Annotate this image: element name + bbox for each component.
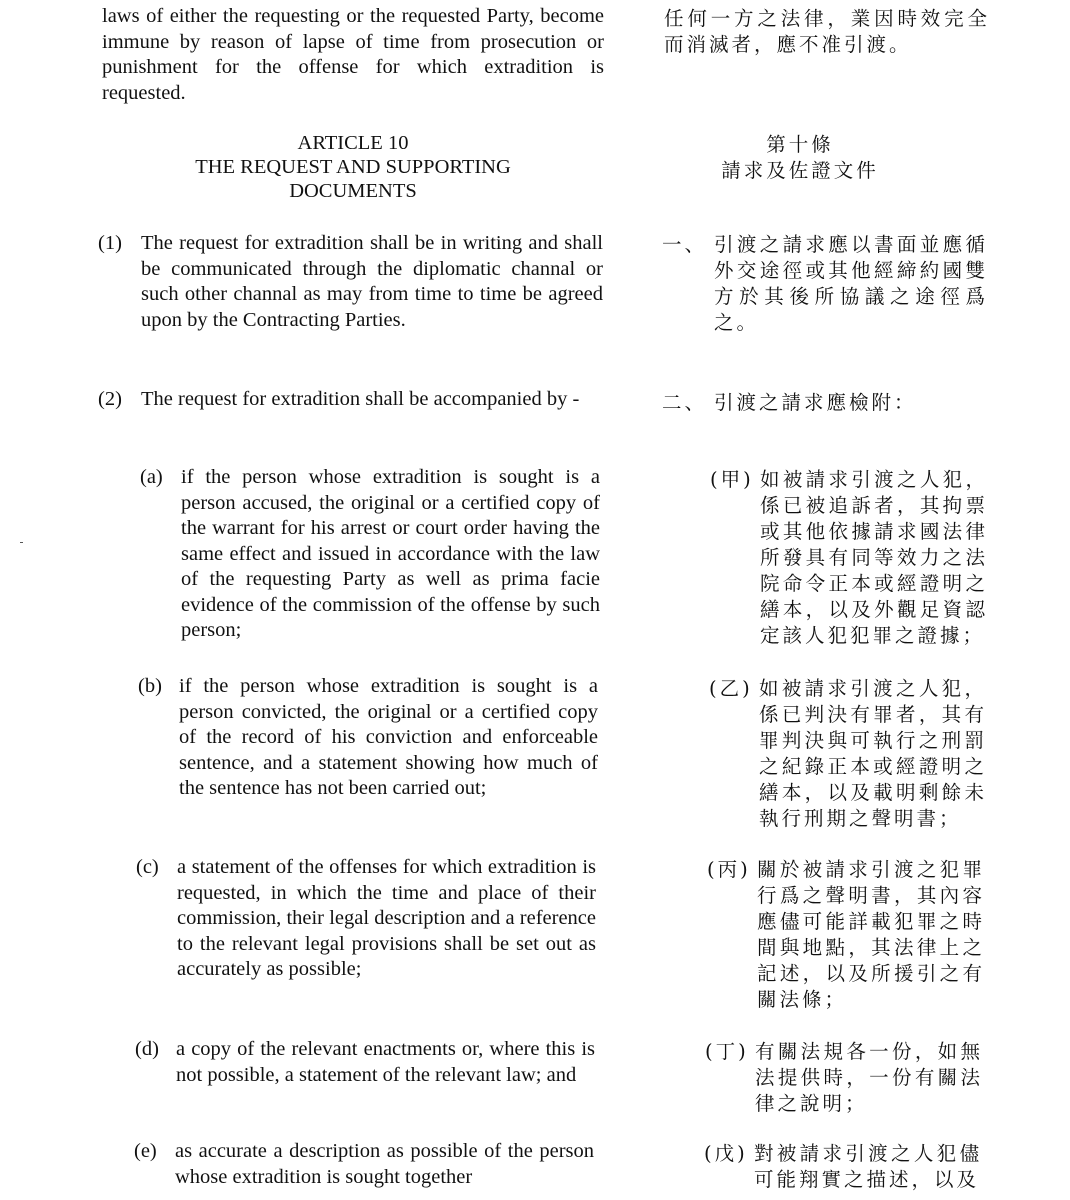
paragraph-number: 二、 bbox=[662, 391, 708, 414]
item-label: (甲) bbox=[710, 468, 754, 491]
paragraph-text: 引渡之請求應檢附： bbox=[714, 391, 917, 414]
item-text: 如被請求引渡之人犯，係已判決有罪者，其有罪判決與可執行之刑罰之紀錄正本或經證明之繕本，以及載明剩餘未執行刑期之聲明書； bbox=[759, 677, 987, 830]
item-label: (a) bbox=[140, 466, 163, 488]
paragraph-number: 一、 bbox=[662, 233, 708, 256]
item-text: a statement of the offenses for which extradition is requested, in which the time and place of their commission, their legal description and a reference to the relevant legal provisions shall be set out as accurately as possible; bbox=[177, 856, 596, 980]
item-label: (乙) bbox=[709, 677, 753, 700]
item-text: 如被請求引渡之人犯，係已被追訴者，其拘票或其他依據請求國法律所發具有同等效力之法院命令正本或經證明之繕本，以及外觀足資認定該人犯犯罪之證據； bbox=[760, 468, 988, 647]
chinese-article-heading bbox=[694, 132, 906, 184]
scan-speck bbox=[20, 542, 23, 543]
item-text: if the person whose extradition is sought is a person accused, the original or a certified copy of the warrant for his arrest or court order having the same effect and issued in accordance with the law of the requesting Party as well as prima facie evidence of the commission of the offense by such person; bbox=[181, 466, 600, 641]
paragraph-text: The request for extradition shall be accompanied by - bbox=[141, 388, 580, 410]
item-text: as accurate a description as possible of the person whose extradition is sought together bbox=[175, 1140, 594, 1188]
item-label: (戊) bbox=[704, 1142, 748, 1165]
english-intro-paragraph: laws of either the requesting or the requested Party, become immune by reason of lapse of time from prosecution or punishment for the offense for which extradition is requested. bbox=[102, 5, 604, 104]
item-label: (丙) bbox=[707, 858, 751, 881]
english-article-title-line2: DOCUMENTS bbox=[289, 180, 417, 202]
item-label: (b) bbox=[138, 675, 162, 697]
english-article-title-line1: THE REQUEST AND SUPPORTING bbox=[195, 156, 511, 178]
item-label: (丁) bbox=[705, 1040, 749, 1063]
chinese-article-number: 第十條 bbox=[766, 133, 834, 156]
english-article-number: ARTICLE 10 bbox=[297, 132, 409, 154]
paragraph-number: (2) bbox=[98, 388, 122, 410]
item-text: 對被請求引渡之人犯儘可能翔實之描述，以及 bbox=[754, 1142, 982, 1191]
item-text: a copy of the relevant enactments or, where this is not possible, a statement of the relevant law; and bbox=[176, 1038, 595, 1086]
item-text: 有關法規各一份，如無法提供時，一份有關法律之說明； bbox=[755, 1040, 983, 1115]
item-label: (d) bbox=[135, 1038, 159, 1060]
chinese-intro-paragraph: 任何一方之法律，業因時效完全而消滅者，應不准引渡。 bbox=[664, 7, 990, 56]
paragraph-number: (1) bbox=[98, 232, 122, 254]
item-text: 關於被請求引渡之犯罪行爲之聲明書，其內容應儘可能詳載犯罪之時間與地點，其法律上之記述，以及所援引之有關法條； bbox=[757, 858, 985, 1011]
item-label: (c) bbox=[136, 856, 159, 878]
english-article-heading bbox=[102, 131, 604, 203]
paragraph-text: The request for extradition shall be in writing and shall be communicated through the diplomatic channal or such other channal as may from time to time be agreed upon by the Contracting Parties. bbox=[141, 232, 603, 331]
item-label: (e) bbox=[134, 1140, 157, 1162]
item-text: if the person whose extradition is sought is a person convicted, the original or a certified copy of the record of his conviction and enforceable sentence, and a statement showing how much of the sentence has not been carried out; bbox=[179, 675, 598, 799]
chinese-article-title: 請求及佐證文件 bbox=[721, 159, 879, 182]
paragraph-text: 引渡之請求應以書面並應循外交途徑或其他經締約國雙方於其後所協議之途徑爲之。 bbox=[714, 233, 988, 334]
